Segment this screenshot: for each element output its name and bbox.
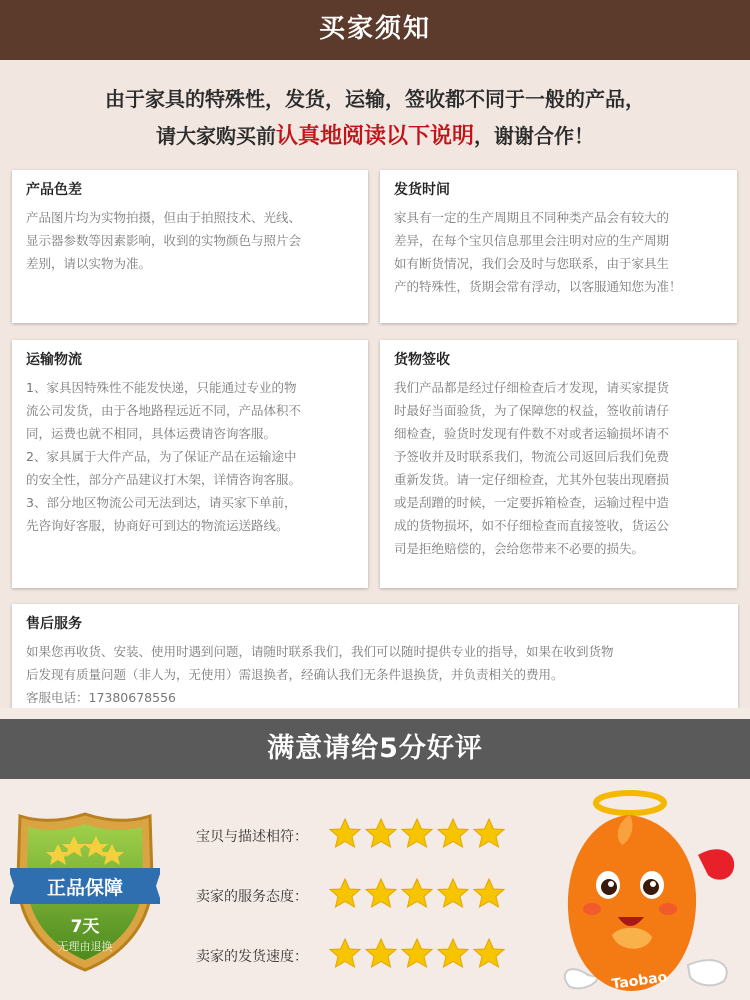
card-line: 差别，请以实物为准。 bbox=[26, 256, 152, 271]
star-icon[interactable] bbox=[400, 937, 434, 971]
star-icon[interactable] bbox=[364, 937, 398, 971]
card-line: 产的特殊性，货期会常有浮动，以客服通知您为准！ bbox=[394, 279, 682, 294]
rating-row-service bbox=[196, 866, 508, 926]
intro-line-2 bbox=[0, 116, 750, 157]
intro-line-1: 由于家具的特殊性，发货，运输，签收都不同于一般的产品， bbox=[105, 87, 645, 111]
rating-row-description bbox=[196, 806, 508, 866]
card-line: 时最好当面验货，为了保障您的权益，签收前请仔 bbox=[394, 403, 670, 418]
rating-banner: 满意请给5分好评 bbox=[0, 719, 750, 779]
star-icon[interactable] bbox=[364, 817, 398, 851]
card-line: 后发现有质量问题（非人为，无使用）需退换者，经确认我们无条件退换货，并负责相关的费用。 bbox=[26, 667, 564, 682]
card-line: 产品图片均为实物拍摄，但由于拍照技术、光线、 bbox=[26, 210, 302, 225]
star-group[interactable] bbox=[328, 817, 508, 855]
intro-pre: 请大家购买前 bbox=[155, 124, 276, 148]
shield-sub: 无理由退换 bbox=[57, 940, 113, 953]
card-line: 如有断货情况，我们会及时与您联系，由于家具生 bbox=[394, 256, 670, 271]
intro-highlight: 认真地阅读以下说明 bbox=[275, 124, 474, 149]
card-line: 差异，在每个宝贝信息那里会注明对应的生产周期 bbox=[394, 233, 670, 248]
star-icon[interactable] bbox=[364, 877, 398, 911]
card-line: 流公司发货，由于各地路程远近不同，产品体积不 bbox=[26, 403, 302, 418]
star-icon[interactable] bbox=[436, 817, 470, 851]
card-line: 成的货物损坏，如不仔细检查而直接签收，货运公 bbox=[394, 518, 670, 533]
card-line: 显示器参数等因素影响，收到的实物颜色与照片会 bbox=[26, 233, 302, 248]
star-icon[interactable] bbox=[328, 937, 362, 971]
mascot-text: Taobao bbox=[610, 969, 669, 993]
card-line: 重新发货。请一定仔细检查，尤其外包装出现磨损 bbox=[394, 472, 670, 487]
card-body bbox=[394, 376, 723, 560]
shield-title: 正品保障 bbox=[46, 877, 124, 899]
rating-row-shipping bbox=[196, 926, 508, 986]
rating-label: 卖家的服务态度： bbox=[196, 889, 308, 905]
card-line: 家具有一定的生产周期且不同种类产品会有较大的 bbox=[394, 210, 670, 225]
card-title: 运输物流 bbox=[26, 352, 82, 368]
star-icon[interactable] bbox=[436, 937, 470, 971]
card-line: 或是刮蹭的时候，一定要拆箱检查，运输过程中造 bbox=[394, 495, 670, 510]
star-icon[interactable] bbox=[328, 817, 362, 851]
card-line: 3、部分地区物流公司无法到达，请买家下单前， bbox=[26, 495, 297, 510]
card-line: 1、家具因特殊性不能发快递，只能通过专业的物 bbox=[26, 380, 297, 395]
card-color-difference bbox=[12, 170, 368, 323]
card-logistics bbox=[12, 340, 368, 588]
card-line: 同，运费也就不相同，具体运费请咨询客服。 bbox=[26, 426, 277, 441]
card-line: 我们产品都是经过仔细检查后才发现，请买家提货 bbox=[394, 380, 670, 395]
card-line: 先咨询好客服，协商好可到达的物流运送路线。 bbox=[26, 518, 289, 533]
card-line: 的安全性，部分产品建议打木架，详情咨询客服。 bbox=[26, 472, 302, 487]
star-icon[interactable] bbox=[400, 877, 434, 911]
card-line: 如果您再收货、安装、使用时遇到问题，请随时联系我们，我们可以随时提供专业的指导，如果在收到货物 bbox=[26, 644, 614, 659]
star-icon[interactable] bbox=[328, 877, 362, 911]
service-phone: 客服电话：17380678556 bbox=[26, 690, 176, 705]
card-line: 细检查，验货时发现有件数不对或者运输损坏请不 bbox=[394, 426, 670, 441]
card-goods-receipt bbox=[380, 340, 737, 588]
page-header bbox=[0, 0, 750, 60]
card-body bbox=[26, 376, 354, 537]
card-body bbox=[394, 206, 723, 298]
intro bbox=[0, 82, 750, 157]
star-icon[interactable] bbox=[472, 817, 506, 851]
page-title: 买家须知 bbox=[318, 14, 431, 44]
card-title: 产品色差 bbox=[26, 182, 82, 198]
taobao-mascot-icon bbox=[548, 785, 743, 997]
genuine-guarantee-shield-icon bbox=[10, 808, 160, 974]
card-title: 发货时间 bbox=[394, 182, 450, 198]
star-icon[interactable] bbox=[472, 937, 506, 971]
rating-rows bbox=[196, 806, 508, 986]
card-shipping-time bbox=[380, 170, 737, 323]
card-body bbox=[26, 640, 724, 709]
card-after-sales bbox=[12, 604, 738, 708]
card-title: 售后服务 bbox=[26, 616, 82, 632]
star-icon[interactable] bbox=[472, 877, 506, 911]
rating-label: 卖家的发货速度： bbox=[196, 949, 308, 965]
card-line: 司是拒绝赔偿的，会给您带来不必要的损失。 bbox=[394, 541, 645, 556]
star-group[interactable] bbox=[328, 937, 508, 975]
star-icon[interactable] bbox=[436, 877, 470, 911]
shield-days: 7天 bbox=[70, 917, 100, 937]
card-line: 予签收并及时联系我们，物流公司返回后我们免费 bbox=[394, 449, 670, 464]
card-body bbox=[26, 206, 354, 275]
card-title: 货物签收 bbox=[394, 352, 450, 368]
card-line: 2、家具属于大件产品，为了保证产品在运输途中 bbox=[26, 449, 297, 464]
rating-label: 宝贝与描述相符： bbox=[196, 829, 308, 845]
star-icon[interactable] bbox=[400, 817, 434, 851]
intro-post: ，谢谢合作！ bbox=[474, 124, 594, 148]
star-group[interactable] bbox=[328, 877, 508, 915]
